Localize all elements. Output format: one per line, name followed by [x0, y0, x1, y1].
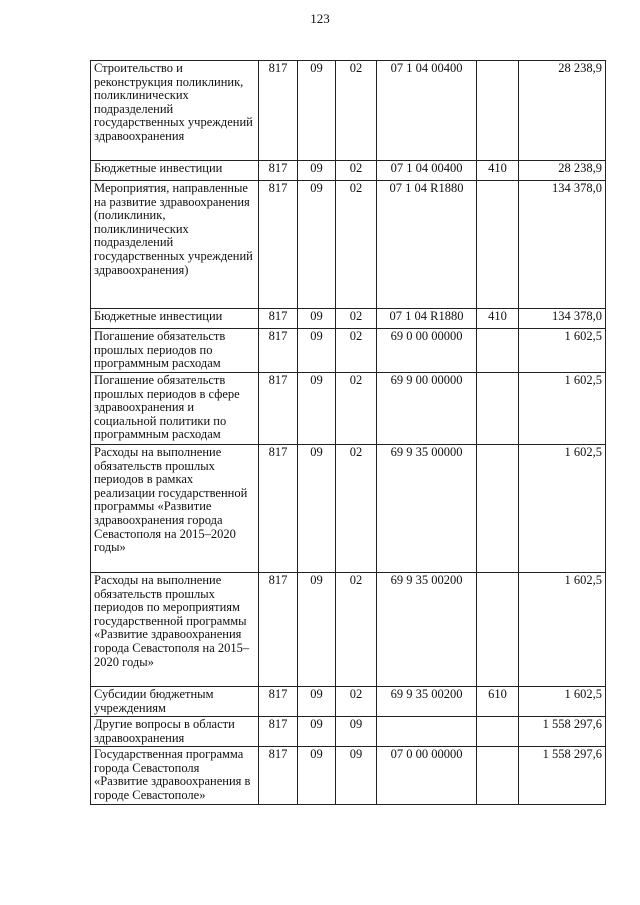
amount: 1 558 297,6: [519, 717, 606, 747]
row-name: Погашение обязательств прошлых периодов по программным расходам: [91, 329, 259, 373]
row-name: Мероприятия, направленные на развитие здравоохранения (поликлиник, поликлинических подразделений государственных учреждений здравоохранения): [91, 181, 259, 309]
subsection-code: 09: [336, 747, 377, 805]
target-article: 07 1 04 R1880: [377, 309, 477, 329]
ministry-code: 817: [259, 329, 298, 373]
row-name: Строительство и реконструкция поликлиник, поликлинических подразделений государственных учреждений здравоохранения: [91, 61, 259, 161]
table-row: [91, 61, 606, 161]
expense-type: [477, 181, 519, 309]
expense-type: [477, 61, 519, 161]
target-article: 69 9 00 00000: [377, 373, 477, 445]
expense-type: 610: [477, 687, 519, 717]
ministry-code: 817: [259, 373, 298, 445]
expense-type: [477, 445, 519, 573]
table-row: [91, 445, 606, 573]
section-code: 09: [298, 687, 336, 717]
subsection-code: 02: [336, 309, 377, 329]
table-row: [91, 717, 606, 747]
expense-type: [477, 329, 519, 373]
target-article: 07 1 04 R1880: [377, 181, 477, 309]
expense-type: [477, 717, 519, 747]
section-code: 09: [298, 329, 336, 373]
target-article: 07 1 04 00400: [377, 161, 477, 181]
subsection-code: 02: [336, 329, 377, 373]
table-row: [91, 747, 606, 805]
section-code: 09: [298, 717, 336, 747]
section-code: 09: [298, 747, 336, 805]
expense-type: 410: [477, 309, 519, 329]
subsection-code: 02: [336, 573, 377, 687]
amount: 134 378,0: [519, 309, 606, 329]
section-code: 09: [298, 161, 336, 181]
table-row: [91, 161, 606, 181]
target-article: 69 9 35 00000: [377, 445, 477, 573]
table-row: [91, 573, 606, 687]
amount: 1 602,5: [519, 687, 606, 717]
amount: 1 558 297,6: [519, 747, 606, 805]
subsection-code: 02: [336, 181, 377, 309]
ministry-code: 817: [259, 181, 298, 309]
amount: 1 602,5: [519, 329, 606, 373]
budget-table: [90, 60, 606, 805]
amount: 134 378,0: [519, 181, 606, 309]
row-name: Расходы на выполнение обязательств прошлых периодов по мероприятиям государственной программы «Развитие здравоохранения города Севастополя на 2015–2020 годы»: [91, 573, 259, 687]
row-name: Другие вопросы в области здравоохранения: [91, 717, 259, 747]
page-number: 123: [310, 11, 330, 26]
subsection-code: 02: [336, 61, 377, 161]
section-code: 09: [298, 61, 336, 161]
amount: 1 602,5: [519, 573, 606, 687]
expense-type: 410: [477, 161, 519, 181]
ministry-code: 817: [259, 687, 298, 717]
target-article: 07 0 00 00000: [377, 747, 477, 805]
row-name: Расходы на выполнение обязательств прошлых периодов в рамках реализации государственной программы «Развитие здравоохранения города Севастополя на 2015–2020 годы»: [91, 445, 259, 573]
amount: 28 238,9: [519, 161, 606, 181]
target-article: 69 9 35 00200: [377, 687, 477, 717]
ministry-code: 817: [259, 747, 298, 805]
subsection-code: 02: [336, 373, 377, 445]
ministry-code: 817: [259, 717, 298, 747]
row-name: Погашение обязательств прошлых периодов в сфере здравоохранения и социальной политики по программным расходам: [91, 373, 259, 445]
section-code: 09: [298, 445, 336, 573]
section-code: 09: [298, 373, 336, 445]
table-row: [91, 329, 606, 373]
row-name: Субсидии бюджетным учреждениям: [91, 687, 259, 717]
ministry-code: 817: [259, 309, 298, 329]
expense-type: [477, 573, 519, 687]
target-article: 69 0 00 00000: [377, 329, 477, 373]
row-name: Государственная программа города Севастополя «Развитие здравоохранения в городе Севастополе»: [91, 747, 259, 805]
expense-type: [477, 373, 519, 445]
target-article: 07 1 04 00400: [377, 61, 477, 161]
target-article: [377, 717, 477, 747]
table-row: [91, 687, 606, 717]
subsection-code: 09: [336, 717, 377, 747]
row-name: Бюджетные инвестиции: [91, 161, 259, 181]
ministry-code: 817: [259, 573, 298, 687]
expense-type: [477, 747, 519, 805]
section-code: 09: [298, 181, 336, 309]
target-article: 69 9 35 00200: [377, 573, 477, 687]
ministry-code: 817: [259, 61, 298, 161]
subsection-code: 02: [336, 445, 377, 573]
subsection-code: 02: [336, 161, 377, 181]
amount: 1 602,5: [519, 373, 606, 445]
table-row: [91, 309, 606, 329]
amount: 28 238,9: [519, 61, 606, 161]
amount: 1 602,5: [519, 445, 606, 573]
ministry-code: 817: [259, 161, 298, 181]
table-row: [91, 373, 606, 445]
table-row: [91, 181, 606, 309]
subsection-code: 02: [336, 687, 377, 717]
row-name: Бюджетные инвестиции: [91, 309, 259, 329]
ministry-code: 817: [259, 445, 298, 573]
section-code: 09: [298, 309, 336, 329]
section-code: 09: [298, 573, 336, 687]
